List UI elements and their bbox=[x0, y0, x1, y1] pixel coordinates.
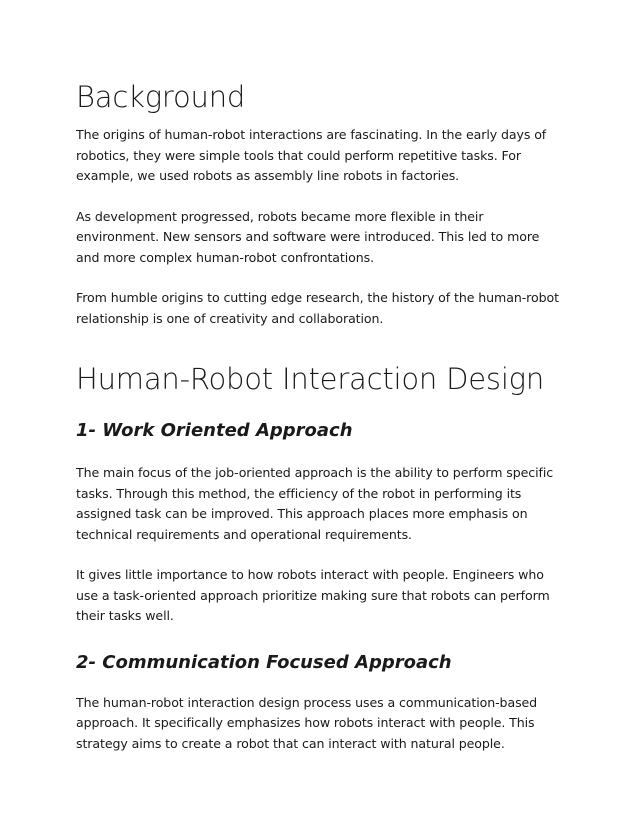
work-oriented-paragraph-2: It gives little importance to how robots interact with people. Engineers who use a task-oriented approach prioritize making sure that robots can perform their tasks well. bbox=[76, 567, 550, 623]
subsection-heading-communication-focused: 2- Communication Focused Approach bbox=[76, 651, 452, 673]
background-paragraph-2: As development progressed, robots became more flexible in their environment. New sensors and software were introduced. This led to more and more complex human-robot confrontations. bbox=[76, 208, 540, 265]
background-paragraph-1: The origins of human-robot interactions are fascinating. In the early days of robotics, they were simple tools that could perform repetitive tasks. For example, we used robots as assembly line robots in factories. bbox=[76, 127, 547, 183]
section-heading-hri-design: Human-Robot Interaction Design bbox=[76, 362, 545, 396]
background-paragraph-3: From humble origins to cutting edge research, the history of the human-robot relationship is one of creativity and collaboration. bbox=[76, 290, 559, 326]
section-heading-background: Background bbox=[76, 80, 246, 114]
communication-focused-paragraph-1: The human-robot interaction design process uses a communication-based approach. It specifically emphasizes how robots interact with people. This strategy aims to create a robot that can interact with natural people. bbox=[76, 694, 538, 751]
work-oriented-paragraph-1: The main focus of the job-oriented approach is the ability to perform specific tasks. Through this method, the efficiency of the robot in performing its assigned task can be improved. This approach places more emphasis on technical requirements and operational requirements. bbox=[76, 465, 554, 542]
subsection-heading-work-oriented: 1- Work Oriented Approach bbox=[76, 420, 353, 441]
